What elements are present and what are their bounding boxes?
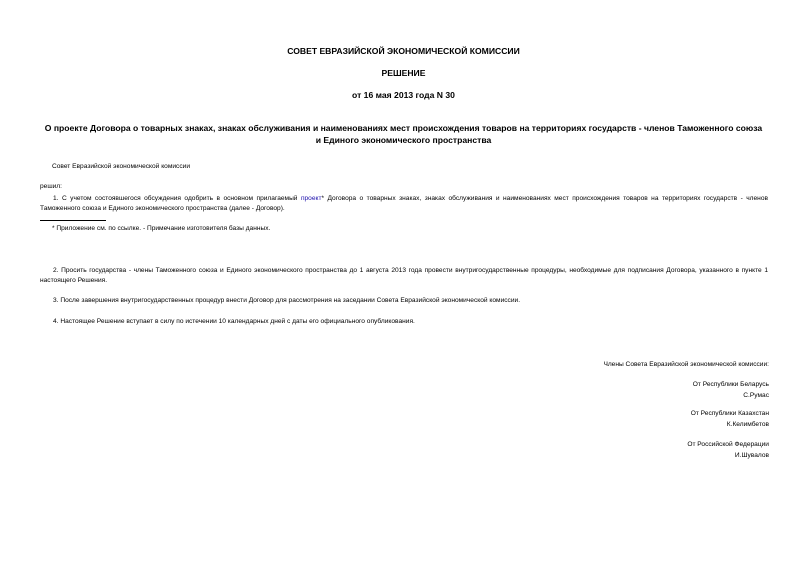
signature-country: От Республики Казахстан bbox=[690, 410, 769, 417]
footnote: * Приложение см. по ссылке. - Примечание изготовителя базы данных. bbox=[52, 225, 271, 232]
signature-block-kazakhstan bbox=[691, 408, 769, 430]
signature-name: С.Румас bbox=[743, 392, 769, 399]
paragraph-3: 3. После завершения внутригосударственных процедур внести Договор для рассмотрения на заседании Совета Евразийской экономической комиссии. bbox=[53, 297, 521, 304]
signature-country: От Республики Беларусь bbox=[692, 381, 769, 388]
document-subject: О проекте Договора о товарных знаках, знаках обслуживания и наименованиях мест происхождения товаров на территориях государств - членов Таможенного союза и Единого экономического пространства bbox=[44, 123, 763, 145]
signature-name: К.Келимбетов bbox=[726, 421, 769, 428]
signature-country: От Российской Федерации bbox=[687, 441, 769, 448]
paragraph-2-text: 2. Просить государства - члены Таможенного союза и Единого экономического пространства до 1 августа 2013 года провести внутригосударственные процедуры, необходимые для подписания Договора, указанного в пункте 1 настоящего Решения. bbox=[40, 267, 768, 284]
signature-block-russia bbox=[687, 439, 769, 461]
decided-line: решил: bbox=[40, 183, 62, 190]
signature-name: И.Шувалов bbox=[734, 452, 769, 459]
paragraph-2 bbox=[40, 266, 768, 286]
document-date-number: от 16 мая 2013 года N 30 bbox=[352, 90, 455, 100]
paragraph-4: 4. Настоящее Решение вступает в силу по истечении 10 календарных дней с даты его официального опубликования. bbox=[53, 318, 415, 325]
paragraph-1-end: * Договора о товарных знаках, знаках обслуживания и наименованиях мест происхождения товаров на территориях государств - членов Таможенного союза и Единого экономического пространства (далее - Договор). bbox=[40, 195, 768, 212]
signature-block-belarus bbox=[693, 379, 769, 401]
paragraph-1-start: 1. С учетом состоявшегося обсуждения одобрить в основном прилагаемый bbox=[53, 195, 301, 202]
organization-title: СОВЕТ ЕВРАЗИЙСКОЙ ЭКОНОМИЧЕСКОЙ КОМИССИИ bbox=[287, 46, 520, 56]
paragraph-1 bbox=[40, 194, 768, 214]
issuer-line: Совет Евразийской экономической комиссии bbox=[52, 163, 191, 170]
document-type: РЕШЕНИЕ bbox=[381, 68, 426, 78]
signatures-heading: Члены Совета Евразийской экономической комиссии: bbox=[603, 361, 769, 368]
project-link[interactable]: проект bbox=[300, 195, 322, 202]
footnote-divider bbox=[40, 220, 106, 221]
